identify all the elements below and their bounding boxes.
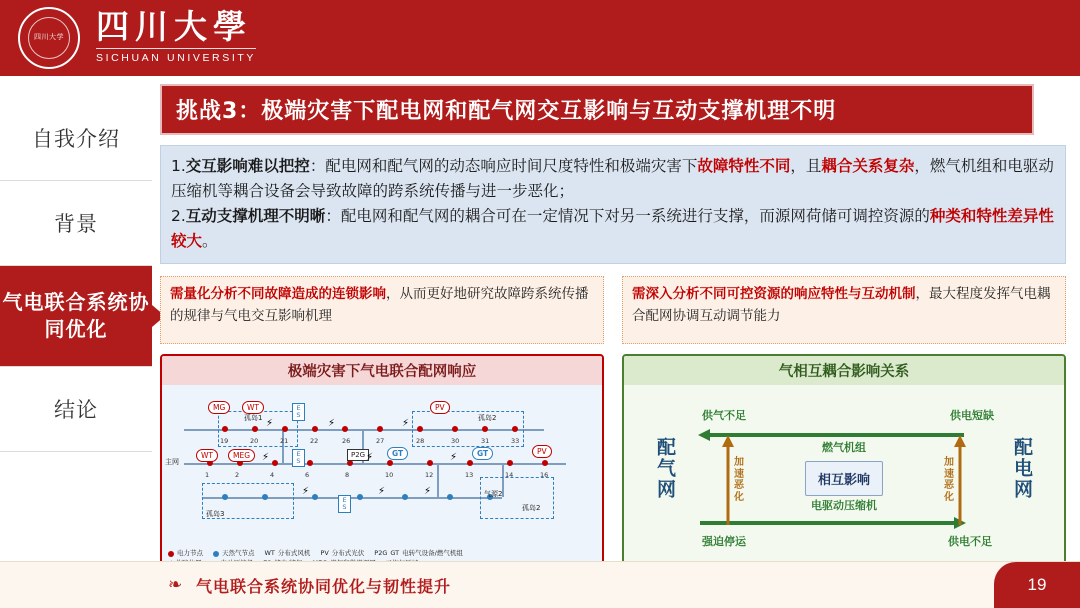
right-note: [622, 276, 1066, 344]
wt-icon: WT: [264, 548, 275, 557]
wordmark-english: SICHUAN UNIVERSITY: [96, 48, 256, 64]
storage-es-2: E S: [292, 449, 305, 467]
sidebar-nav: [0, 76, 152, 608]
legend-label: 电力节点: [177, 548, 203, 557]
fault-icon: ⚡: [378, 486, 386, 498]
gas-node-dot: [447, 494, 453, 500]
feeder-branch-3: [437, 463, 439, 497]
node-dot: [427, 460, 433, 466]
fault-icon: ⚡: [402, 418, 410, 430]
legend-label: 电转气设备/燃气机组: [402, 548, 463, 557]
legend-p2g-gt: [374, 549, 463, 559]
point-2-em-1: 种类和特性差异性较大: [171, 207, 1054, 251]
gas-node-dot: [312, 494, 318, 500]
label-island-2: 孤岛2: [478, 414, 497, 423]
left-column: [160, 276, 604, 573]
gt-icon: GT: [390, 548, 400, 557]
node-number: 4: [270, 471, 275, 480]
fault-icon: ⚡: [262, 452, 270, 464]
device-gt-2: GT: [472, 447, 493, 460]
node-dot: [312, 426, 318, 432]
island-region-2: [412, 411, 524, 447]
device-pv-2: PV: [532, 445, 552, 458]
node-number: 31: [481, 437, 490, 446]
device-meg-1: MEG: [228, 449, 255, 462]
fault-icon: ⚡: [424, 486, 432, 498]
gas-node-dot: [357, 494, 363, 500]
point-1-body-3: ，燃气机组和电驱动压缩机等耦合设备会导致故障的跨系统传播与进一步恶化；: [171, 157, 1054, 201]
node-dot: [272, 460, 278, 466]
device-gt-1: GT: [387, 447, 408, 460]
node-number: 13: [465, 471, 474, 480]
right-panel-body: [624, 385, 1064, 571]
left-panel: [160, 354, 604, 573]
gas-turbine-label: 燃气机组: [822, 441, 866, 455]
label-island-1: 孤岛1: [244, 414, 263, 423]
legend-gas-node: [213, 549, 255, 559]
storage-es-1: E S: [292, 403, 305, 421]
fault-icon: ⚡: [328, 418, 336, 430]
node-number: 16: [540, 471, 549, 480]
sidebar-item-intro[interactable]: 自我介绍: [0, 96, 152, 181]
node-number: 20: [250, 437, 259, 446]
sidebar-item-gas-power-optimization[interactable]: 气电联合系统协同优化: [0, 266, 152, 367]
university-logo: [0, 7, 256, 69]
label-island-3: 孤岛3: [206, 510, 225, 519]
left-note-rest: ，从而更好地研究故障跨系统传播的规律与气电交互影响机理: [170, 286, 589, 325]
legend-label: 天然气节点: [222, 548, 255, 557]
legend-label: 分布式光伏: [331, 548, 365, 557]
node-number: 10: [385, 471, 394, 480]
footer-ornament-icon: ❧: [168, 575, 183, 594]
coupling-relationship-figure: [624, 385, 1064, 571]
node-dot: [377, 426, 383, 432]
label-main-grid: 主网: [165, 458, 179, 467]
electric-compressor-label: 电驱动压缩机: [811, 499, 877, 513]
fault-icon: ⚡: [366, 452, 374, 464]
content-columns: [160, 276, 1066, 573]
statement-point-2: [171, 204, 1055, 254]
slide-header: [0, 0, 1080, 76]
node-dot: [542, 460, 548, 466]
power-insufficient-label: 供电不足: [948, 535, 992, 549]
right-note-rest: ，最大程度发挥气电耦合配网协调互动调节能力: [632, 286, 1051, 325]
right-column: [622, 276, 1066, 573]
left-note: [160, 276, 604, 344]
gas-node-icon: [213, 551, 219, 557]
legend-power-node: [168, 549, 203, 559]
challenge-statement: [160, 145, 1066, 264]
node-dot: [467, 460, 473, 466]
right-note-highlight: 需深入分析不同可控资源的响应特性与互动机制: [632, 286, 916, 303]
label-gas-source-2: 气源2: [484, 490, 503, 499]
node-number: 21: [280, 437, 289, 446]
university-seal-inner: 四川大学: [28, 17, 70, 59]
node-number: 27: [376, 437, 385, 446]
point-2-index: 2.: [171, 207, 186, 226]
sidebar-item-conclusion[interactable]: 结论: [0, 367, 152, 452]
point-2-lead: 互动支撑机理不明晰: [185, 207, 326, 226]
point-2-body-1: ：配电网和配气网的耦合可在一定情况下对另一系统进行支撑，而源网荷储可调控资源的: [325, 207, 930, 226]
wordmark-chinese: 四川大學: [96, 6, 252, 46]
slide-title: 挑战3：极端灾害下配电网和配气网交互影响与互动支撑机理不明: [160, 84, 1034, 135]
storage-es-3: E S: [338, 495, 351, 513]
slide-main: [160, 84, 1066, 556]
device-mg-1: MG: [208, 401, 230, 414]
gas-network-label: 配气网: [654, 437, 676, 501]
node-dot: [507, 460, 513, 466]
slide-footer: [0, 561, 1080, 608]
left-panel-title: 极端灾害下气电联合配网响应: [162, 356, 602, 385]
university-seal-icon: [18, 7, 80, 69]
mutual-influence-box: 相互影响: [805, 461, 883, 496]
node-number: 6: [305, 471, 310, 480]
point-1-body-1: ：配电网和配气网的动态响应时间尺度特性和极端灾害下: [309, 157, 698, 175]
legend-pv: [320, 549, 364, 559]
point-1-body-2: ，且: [790, 157, 822, 175]
node-number: 2: [235, 471, 240, 480]
node-number: 1: [205, 471, 210, 480]
legend-label: 分布式风机: [277, 548, 311, 557]
node-number: 33: [511, 437, 520, 446]
bottom-arrow: [696, 515, 968, 531]
label-island-2b: 孤岛2: [522, 504, 541, 513]
gas-node-dot: [402, 494, 408, 500]
node-number: 8: [345, 471, 350, 480]
right-vertical-arrow: [952, 433, 968, 529]
forced-outage-label: 强迫停运: [702, 535, 746, 549]
nav-top-spacer: [0, 76, 152, 96]
point-1-em-1: 故障特性不同: [697, 157, 791, 175]
fault-icon: ⚡: [266, 418, 274, 430]
node-number: 26: [342, 437, 351, 446]
node-dot: [387, 460, 393, 466]
node-dot: [342, 426, 348, 432]
footer-title: 气电联合系统协同优化与韧性提升: [196, 577, 452, 596]
device-wt-2: WT: [196, 449, 218, 462]
node-number: 28: [416, 437, 425, 446]
node-number: 30: [451, 437, 460, 446]
power-node-icon: [168, 551, 174, 557]
right-panel-title: 气相互耦合影响关系: [624, 356, 1064, 385]
left-panel-body: [162, 385, 602, 571]
fault-icon: ⚡: [302, 486, 310, 498]
node-dot: [307, 460, 313, 466]
pv-icon: PV: [320, 548, 329, 557]
point-2-body-2: 。: [202, 232, 218, 251]
sidebar-item-background[interactable]: 背景: [0, 181, 152, 266]
gas-shortage-label: 供气不足: [702, 409, 746, 423]
point-1-em-2: 耦合关系复杂: [821, 157, 915, 175]
device-pv-1: PV: [430, 401, 450, 414]
node-number: 19: [220, 437, 229, 446]
point-1-lead: 交互影响难以把控: [185, 157, 310, 175]
legend-row-1: [168, 549, 596, 559]
point-1-index: 1.: [171, 157, 186, 175]
p2g-icon: P2G: [374, 548, 388, 557]
fault-icon: ⚡: [450, 452, 458, 464]
page-number: 19: [994, 562, 1080, 608]
power-network-label: 配电网: [1011, 437, 1033, 501]
left-accelerate-label: 加 速 恶 化: [734, 457, 744, 503]
statement-point-1: [171, 154, 1055, 204]
device-wt-1: WT: [242, 401, 264, 414]
power-shortage-label: 供电短缺: [950, 409, 994, 423]
left-note-highlight: 需量化分析不同故障造成的连锁影响: [170, 286, 386, 303]
device-p2g: P2G: [347, 449, 369, 461]
university-wordmark: [96, 6, 256, 67]
right-accelerate-label: 加 速 恶 化: [944, 457, 954, 503]
right-panel: [622, 354, 1066, 573]
network-topology-figure: [162, 385, 602, 571]
legend-wind: [265, 549, 311, 559]
node-number: 12: [425, 471, 434, 480]
node-number: 14: [505, 471, 514, 480]
node-number: 22: [310, 437, 319, 446]
